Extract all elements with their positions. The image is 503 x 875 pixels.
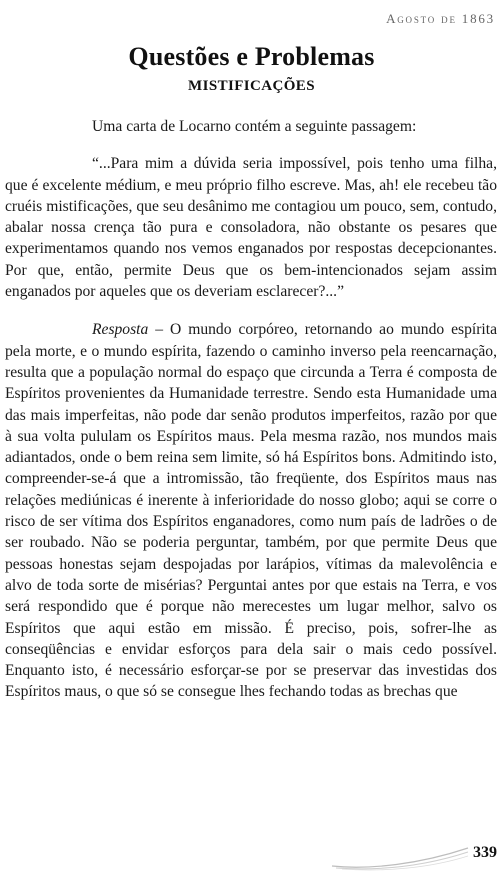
footer-ornament bbox=[0, 840, 503, 875]
intro-paragraph: Uma carta de Locarno contém a seguinte passagem: bbox=[92, 118, 417, 135]
quoted-letter-paragraph: “...Para mim a dúvida seria impossível, pois tenho uma filha, que é excelente médium, e meu próprio filho escreve. Mas, ah! ele recebeu tão cruéis mistificações, que seu desânimo me contagiou um pouco, sem, contudo, abalar nossa crença tão pura e consoladora, não obstante os pesares que experimentamos quando nos vemos enganados por respostas decepcionantes. Por que, então, permite Deus que os bem-intencionados sejam assim enganados por aqueles que os deveriam esclarecer?...” bbox=[5, 155, 497, 301]
running-header: Agosto de 1863 bbox=[386, 11, 495, 26]
page-number: 339 bbox=[473, 844, 497, 861]
answer-paragraph bbox=[5, 319, 497, 702]
section-subtitle: MISTIFICAÇÕES bbox=[188, 78, 315, 94]
section-title: Questões e Problemas bbox=[128, 42, 375, 71]
swoosh-ornament-icon bbox=[330, 840, 470, 872]
body-text bbox=[5, 116, 497, 703]
answer-text: – O mundo corpóreo, retornando ao mundo espírita pela morte, e o mundo espírita, fazendo o caminho inverso pela reencarnação, resulta que a população normal do espaço que circunda a Terra é composta de Espíritos provenientes da Humanidade terrestre. Sendo esta Humanidade uma das mais imperfeitas, não pode dar senão produtos imperfeitos, razão por que à sua volta pululam os Espíritos maus. Pela mesma razão, nos mundos mais adiantados, onde o bem reina sem limite, só há Espíritos bons. Admitindo isto, compreender-se-á que a intromissão, tão freqüente, dos Espíritos maus nas relações mediúnicas é inerente à inferioridade do nosso globo; aqui se corre o risco de ser vítima dos Espíritos enganadores, como num país de ladrões o de ser roubado. Não se poderia perguntar, também, por que permite Deus que pessoas honestas sejam despojadas por larápios, vítimas da malevolência e alvo de toda sorte de misérias? Perguntai antes por que estais na Terra, e vos será respondido que é porque não merecestes um lugar melhor, salvo os Espíritos que aqui estão em missão. É preciso, pois, sofrer-lhe as conseqüências e envidar esforços para dela sair o mais cedo possível. Enquanto isto, é necessário esforçar-se por se preservar das investidas dos Espíritos maus, o que só se consegue lhes fechando todas as brechas que bbox=[5, 321, 497, 701]
answer-label: Resposta bbox=[92, 321, 149, 339]
